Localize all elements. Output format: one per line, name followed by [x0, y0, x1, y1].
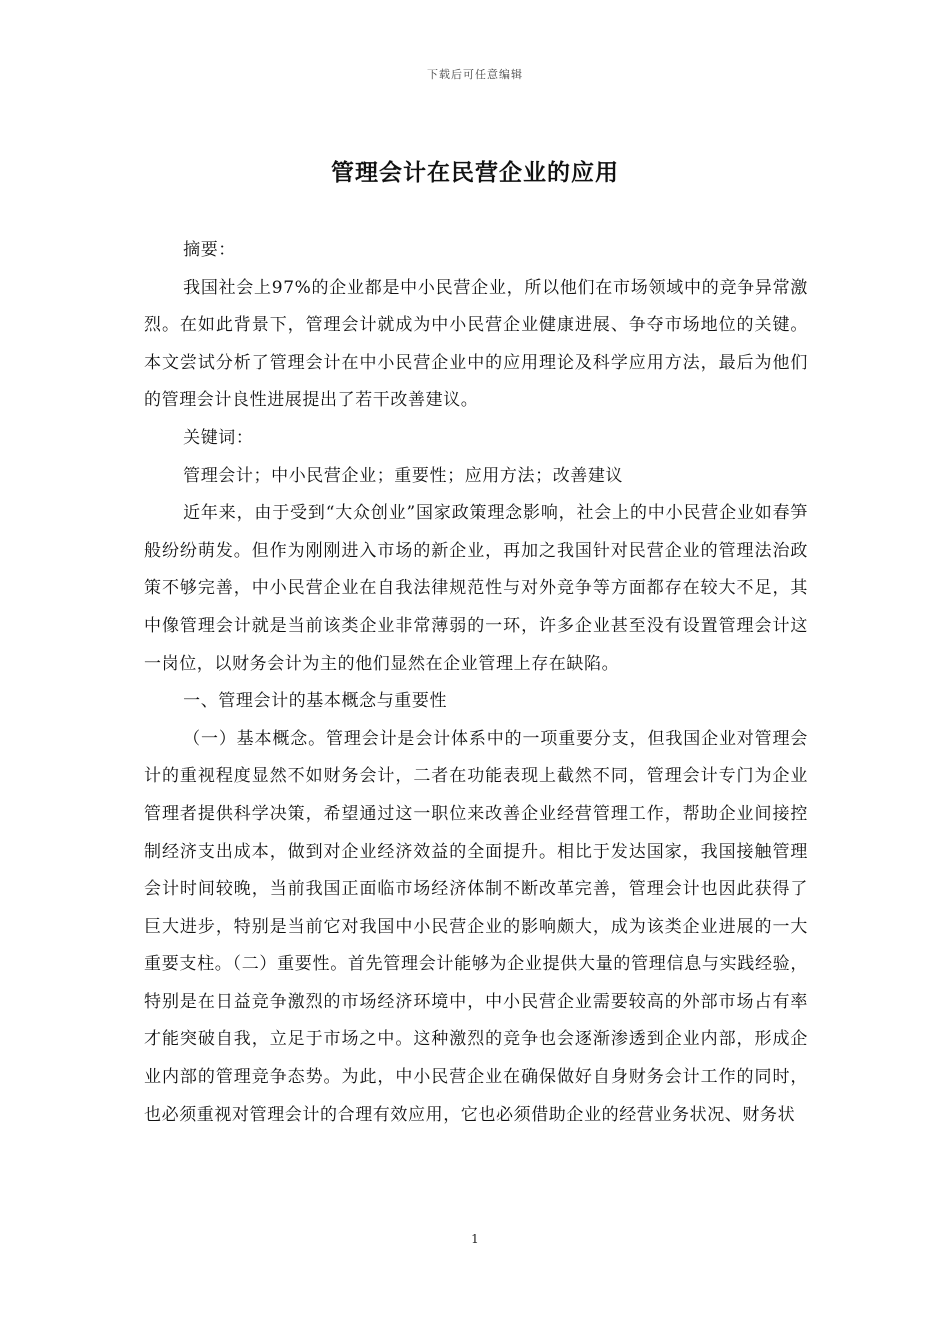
header-note: 下载后可任意编辑 [427, 68, 523, 81]
section-paragraph-1: （一）基本概念。管理会计是会计体系中的一项重要分支，但我国企业对管理会计的重视程度显然不如财务会计，二者在功能表现上截然不同，管理会计专门为企业管理者提供科学决策，希望通过这一职位来改善企业经营管理工作，帮助企业间接控制经济支出成本，做到对企业经济效益的全面提升。相比于发达国家，我国接触管理会计时间较晚，当前我国正面临市场经济体制不断改革完善，管理会计也因此获得了巨大进步，特别是当前它对我国中小民营企业的影响颇大，成为该类企业进展的一大重要支柱。（二）重要性。首先管理会计能够为企业提供大量的管理信息与实践经验，特别是在日益竞争激烈的市场经济环境中，中小民营企业需要较高的外部市场占有率才能突破自我，立足于市场之中。这种激烈的竞争也会逐渐渗透到企业内部，形成企业内部的管理竞争态势。为此，中小民营企业在确保做好自身财务会计工作的同时，也必须重视对管理会计的合理有效应用，它也必须借助企业的经营业务状况、财务状 [144, 728, 808, 1125]
document-body [144, 232, 808, 1134]
abstract-heading: 摘要： [183, 240, 236, 260]
section-heading-1: 一、管理会计的基本概念与重要性 [183, 691, 448, 712]
abstract-paragraph: 我国社会上97%的企业都是中小民营企业，所以他们在市场领域中的竞争异常激烈。在如此背景下，管理会计就成为中小民营企业健康进展、争夺市场地位的关键。本文尝试分析了管理会计在中小民营企业中的应用理论及科学应用方法，最后为他们的管理会计良性进展提出了若干改善建议。 [144, 277, 808, 411]
intro-paragraph: 近年来，由于受到“大众创业”国家政策理念影响，社会上的中小民营企业如春笋般纷纷萌发。但作为刚刚进入市场的新企业，再加之我国针对民营企业的管理法治政策不够完善，中小民营企业在自我法律规范性与对外竞争等方面都存在较大不足，其中像管理会计就是当前该类企业非常薄弱的一环，许多企业甚至没有设置管理会计这一岗位，以财务会计为主的他们显然在企业管理上存在缺陷。 [144, 503, 808, 674]
keywords-heading: 关键词： [183, 427, 254, 448]
page-number: 1 [471, 1232, 479, 1246]
keywords-list: 管理会计；中小民营企业；重要性；应用方法；改善建议 [183, 465, 624, 486]
document-title: 管理会计在民营企业的应用 [331, 160, 619, 186]
